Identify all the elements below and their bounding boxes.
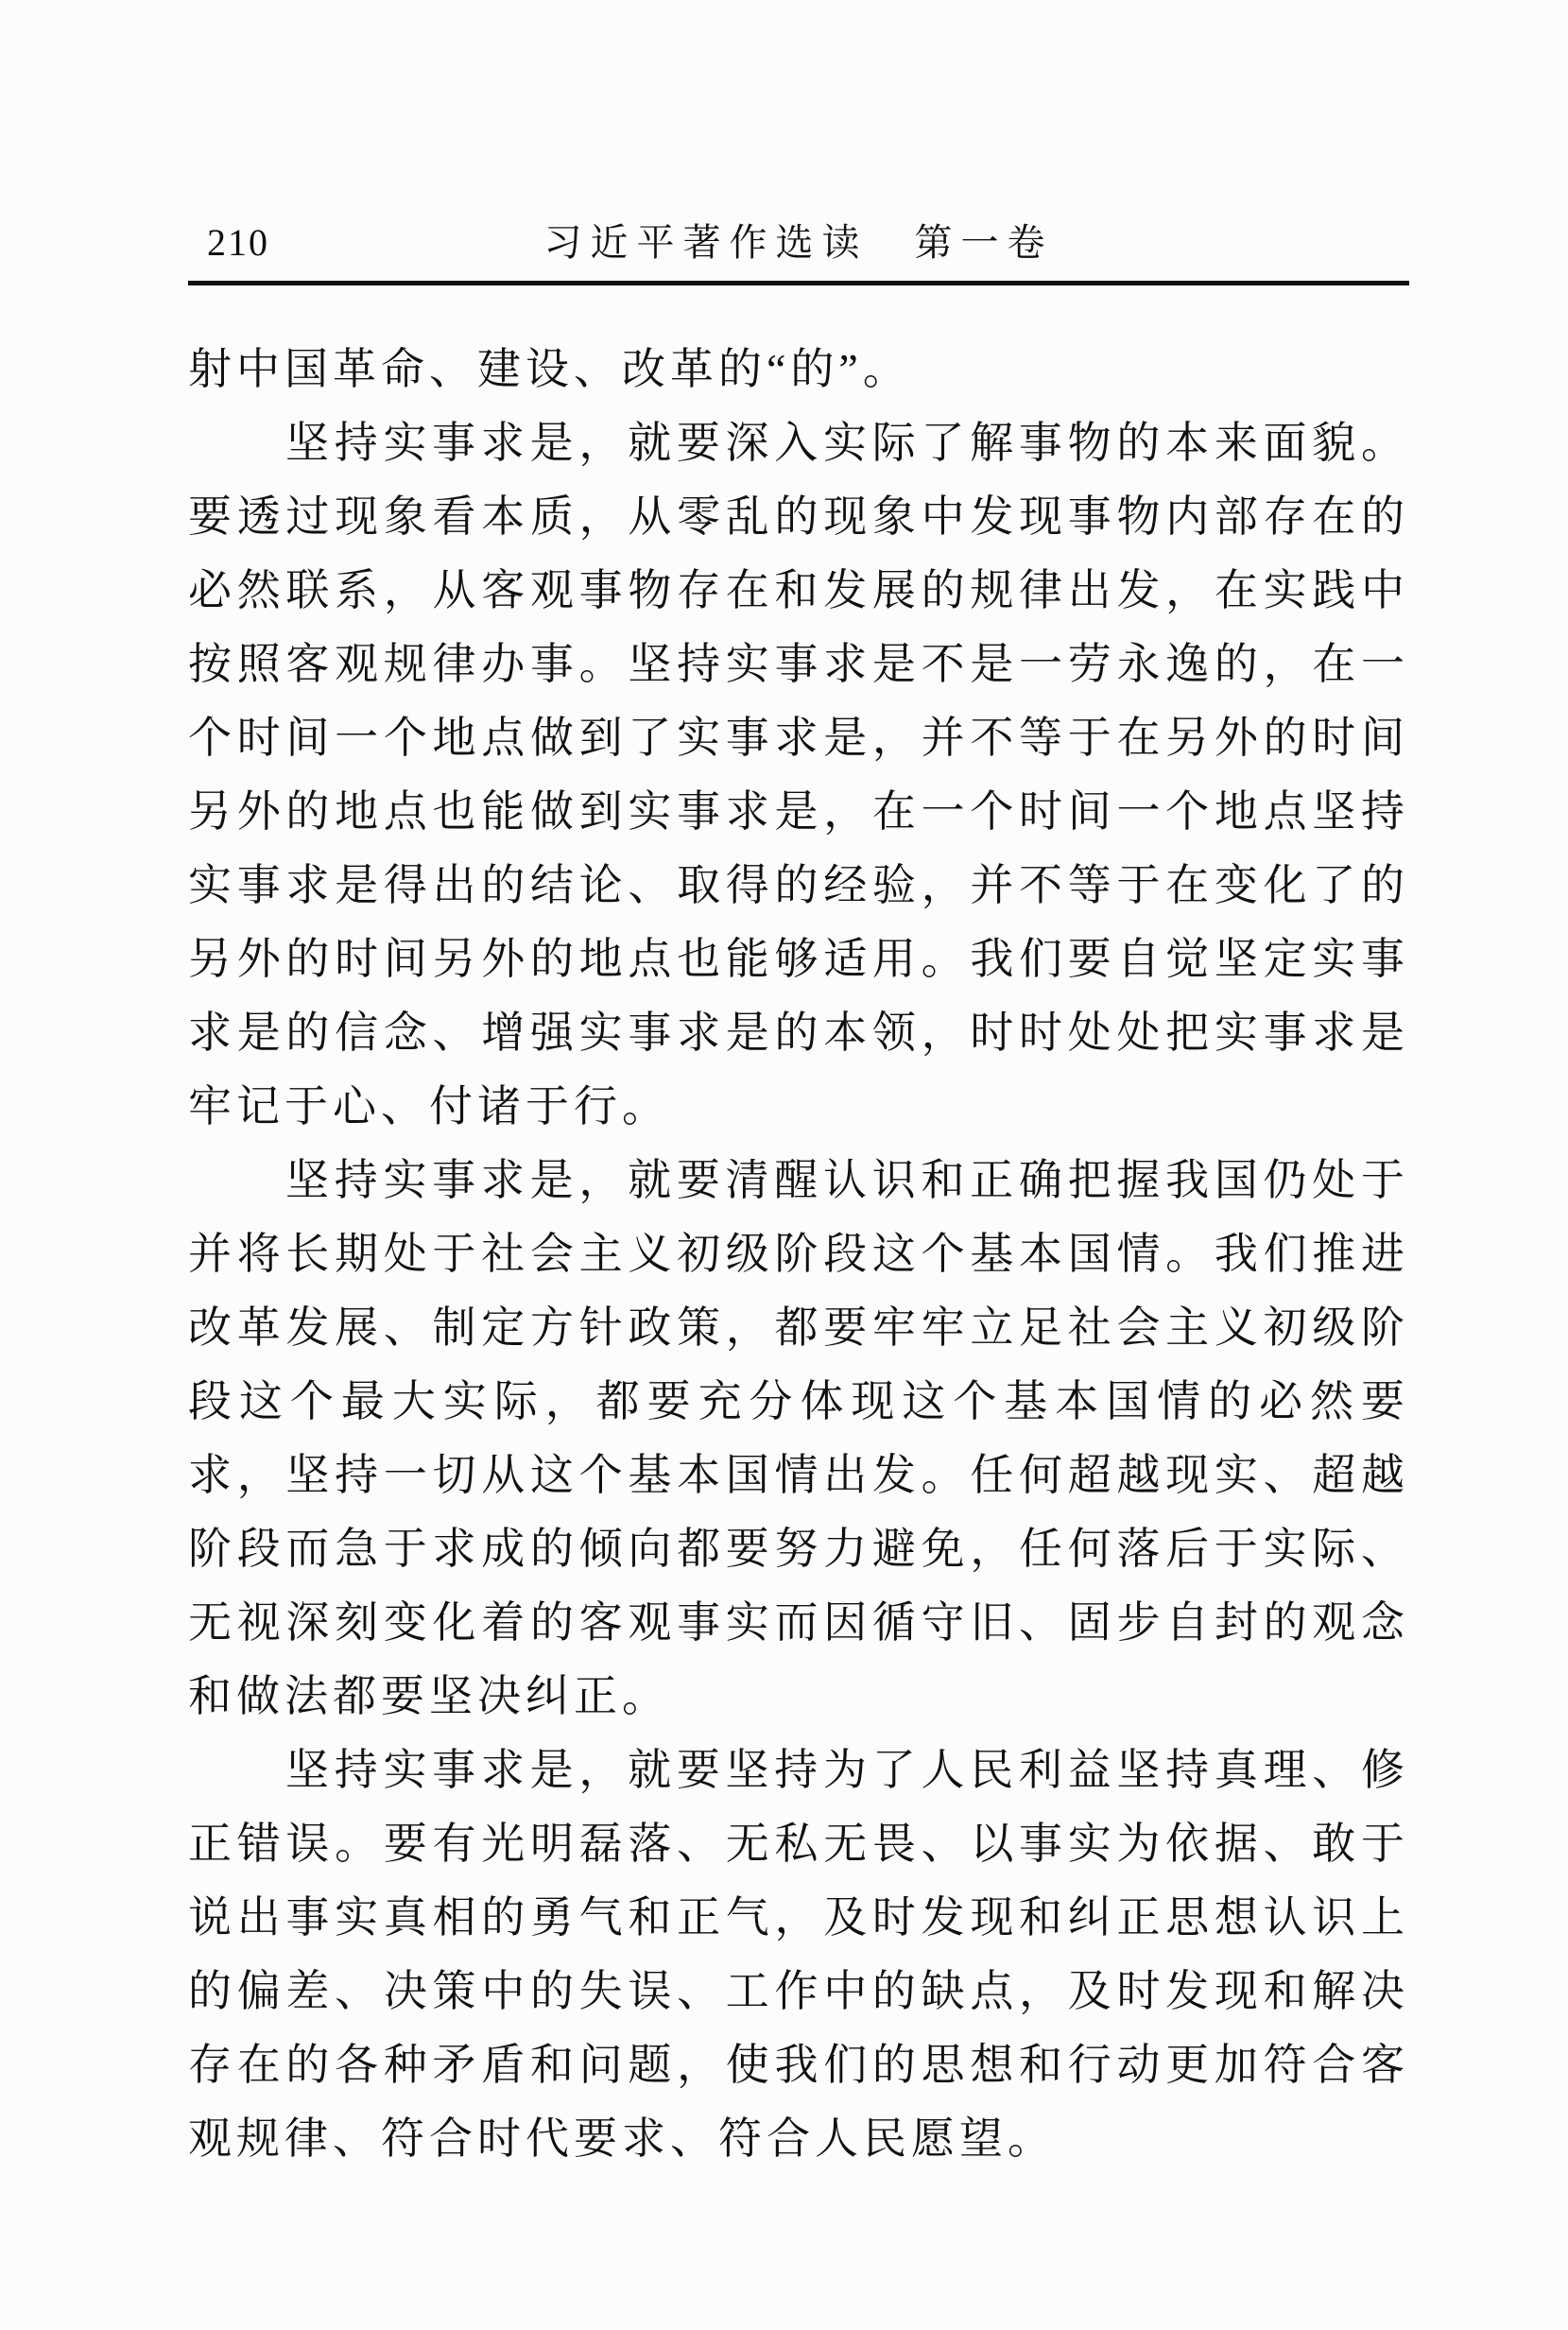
header-rule [188,281,1409,285]
body-paragraph: 坚持实事求是，就要清醒认识和正确把握我国仍处于并将长期处于社会主义初级阶段这个基本国情。我们推进改革发展、制定方针政策，都要牢牢立足社会主义初级阶段这个最大实际，都要充分体现这个基本国情的必然要求，坚持一切从这个基本国情出发。任何超越现实、超越阶段而急于求成的倾向都要努力避免，任何落后于实际、无视深刻变化着的客观事实而因循守旧、固步自封的观念和做法都要坚决纠正。 [188,1156,1409,1720]
page-header [188,221,1409,265]
body-paragraph: 坚持实事求是，就要坚持为了人民利益坚持真理、修正错误。要有光明磊落、无私无畏、以事实为依据、敢于说出事实真相的勇气和正气，及时发现和纠正思想认识上的偏差、决策中的失误、工作中的缺点，及时发现和解决存在的各种矛盾和问题，使我们的思想和行动更加符合客观规律、符合时代要求、符合人民愿望。 [188,1746,1409,2163]
page-body [188,333,1409,2176]
text-block [188,0,1409,2176]
page-number: 210 [207,221,269,264]
body-paragraph: 射中国革命、建设、改革的“的”。 [188,345,911,393]
running-head-title: 习近平著作选读 第一卷 [543,221,1054,264]
body-paragraph: 坚持实事求是，就要深入实际了解事物的本来面貌。要透过现象看本质，从零乱的现象中发现事物内部存在的必然联系，从客观事物存在和发展的规律出发，在实践中按照客观规律办事。坚持实事求是不是一劳永逸的，在一个时间一个地点做到了实事求是，并不等于在另外的时间另外的地点也能做到实事求是，在一个时间一个地点坚持实事求是得出的结论、取得的经验，并不等于在变化了的另外的时间另外的地点也能够适用。我们要自觉坚定实事求是的信念、增强实事求是的本领，时时处处把实事求是牢记于心、付诸于行。 [188,419,1409,1130]
